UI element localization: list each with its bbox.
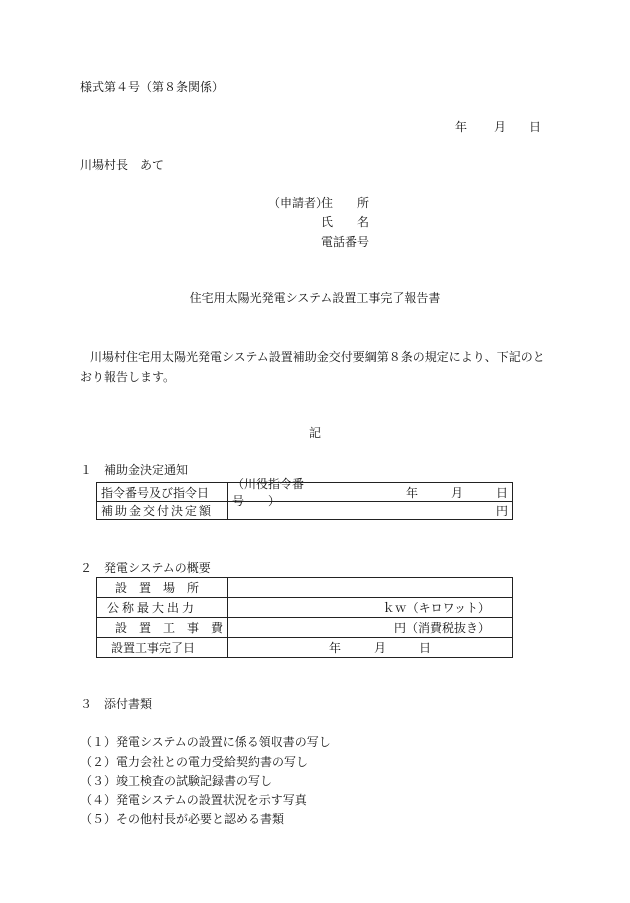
completion-month: 月 <box>374 641 387 655</box>
order-month: 月 <box>450 485 463 500</box>
install-cost-value-cell[interactable] <box>228 618 513 638</box>
table-row <box>97 598 513 618</box>
applicant-phone-label: 電話番号 <box>321 235 370 249</box>
install-location-value-cell[interactable] <box>228 578 513 598</box>
rated-output-label: 公称最大出力 <box>107 601 198 615</box>
rated-output-unit: ｋｗ（キロワット） <box>382 601 490 615</box>
list-item: （２）電力会社との電力受給契約書の写し <box>80 755 309 769</box>
order-number-label: 指令番号及び指令日 <box>101 485 210 500</box>
completion-date-label: 設置工事完了日 <box>111 641 196 655</box>
order-number-label-cell <box>97 483 228 502</box>
ki-label: 記 <box>308 426 321 440</box>
subsidy-decision-table <box>96 477 513 520</box>
decision-amount-label-cell <box>97 502 228 520</box>
section2-heading: ２ 発電システムの概要 <box>80 561 211 575</box>
completion-day: 日 <box>419 641 432 655</box>
decision-amount-label: 補助金交付決定額 <box>101 504 214 518</box>
table-row <box>97 638 513 658</box>
rated-output-value-cell[interactable] <box>228 598 513 618</box>
section3-heading: ３ 添付書類 <box>80 697 153 711</box>
applicant-label: （申請者） <box>268 196 329 210</box>
section1-heading: １ 補助金決定通知 <box>80 463 189 477</box>
list-item: （４）発電システムの設置状況を示す写真 <box>80 793 307 807</box>
body-line-2: おり報告します。 <box>80 370 176 384</box>
system-overview-table <box>96 577 513 658</box>
body-line-1: 川場村住宅用太陽光発電システム設置補助金交付要綱第８条の規定により、下記のと <box>90 350 545 364</box>
date-year: 年 <box>455 120 468 134</box>
applicant-name-label: 氏 名 <box>321 215 370 229</box>
install-location-label-cell <box>97 578 228 598</box>
completion-year: 年 <box>329 641 342 655</box>
decision-amount-unit: 円 <box>495 504 508 518</box>
addressee: 川場村長 あて <box>80 158 165 172</box>
list-item: （５）その他村長が必要と認める書類 <box>80 812 285 826</box>
date-month: 月 <box>494 120 507 134</box>
table-row <box>97 578 513 598</box>
table-row <box>97 483 513 502</box>
date-day: 日 <box>529 120 542 134</box>
list-item: （１）発電システムの設置に係る領収書の写し <box>80 735 331 749</box>
install-cost-unit: 円（消費税抜き） <box>393 621 490 635</box>
table-row <box>97 618 513 638</box>
install-cost-label: 設 置 工 事 費 <box>115 621 224 635</box>
order-number-value-cell[interactable] <box>228 477 513 508</box>
install-cost-label-cell <box>97 618 228 638</box>
completion-date-label-cell <box>97 638 228 658</box>
document-title: 住宅用太陽光発電システム設置工事完了報告書 <box>189 291 441 305</box>
order-year: 年 <box>405 485 418 500</box>
order-number-note: （川役指令番号 ） <box>232 477 305 508</box>
order-day: 日 <box>495 485 508 500</box>
install-location-label: 設 置 場 所 <box>115 581 200 595</box>
applicant-address-label: 住 所 <box>321 196 370 210</box>
form-number: 様式第４号（第８条関係） <box>80 80 225 94</box>
rated-output-label-cell <box>97 598 228 618</box>
list-item: （３）竣工検査の試験記録書の写し <box>80 774 273 788</box>
completion-date-value-cell[interactable] <box>228 638 513 658</box>
